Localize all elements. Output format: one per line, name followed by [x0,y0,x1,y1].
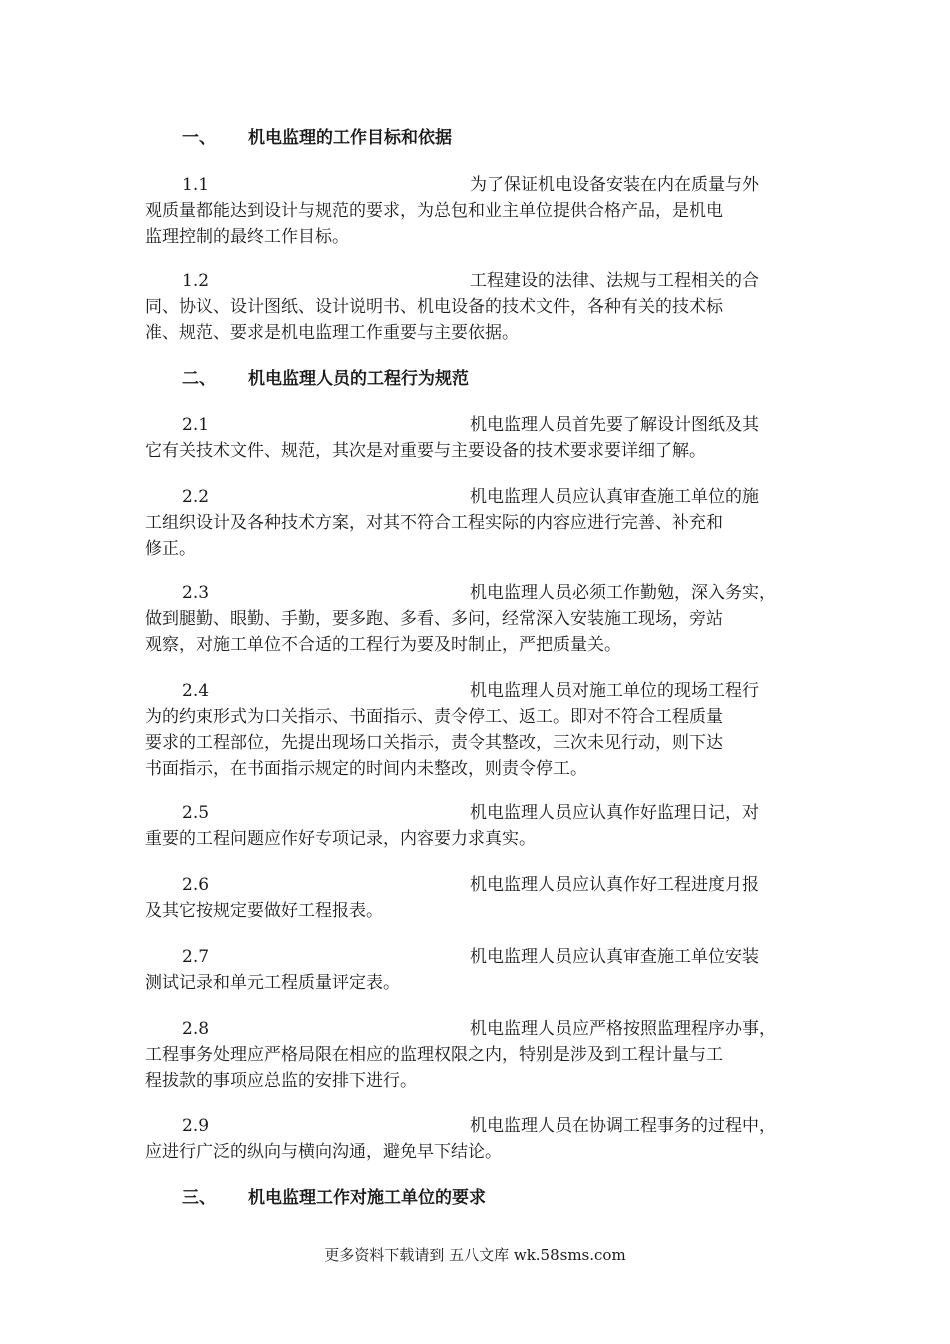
paragraph-line: 观察，对施工单位不合适的工程行为要及时制止，严把质量关。 [145,635,621,655]
section-number: 一、 [182,128,216,148]
paragraph-line: 同、协议、设计图纸、设计说明书、机电设备的技术文件，各种有关的技术标 [145,297,723,317]
section-title: 机电监理工作对施工单位的要求 [248,1188,486,1208]
paragraph-first-line [145,1016,805,1042]
paragraph-first-line [145,944,805,970]
paragraph-number: 2.1 [182,415,210,435]
section-title: 机电监理人员的工程行为规范 [248,369,469,389]
paragraph-text: 机电监理人员应严格按照监理程序办事， [470,1019,776,1039]
paragraph-text: 机电监理人员首先要了解设计图纸及其 [470,415,759,435]
paragraph-text: 机电监理人员应认真审查施工单位的施 [470,487,759,507]
section-heading [182,126,452,150]
paragraph-first-line [145,800,805,826]
paragraph [145,678,805,782]
paragraph-first-line [145,678,805,704]
paragraph [145,872,805,924]
paragraph-first-line [145,872,805,898]
paragraph-first-line [145,580,805,606]
paragraph-number: 2.8 [182,1019,210,1039]
paragraph-number: 2.7 [182,947,210,967]
paragraph-text: 机电监理人员应认真作好监理日记，对 [470,803,759,823]
paragraph-line: 要求的工程部位，先提出现场口关指示，责令其整改，三次未见行动，则下达 [145,733,723,753]
paragraph-number: 2.2 [182,487,210,507]
paragraph-line: 书面指示，在书面指示规定的时间内未整改，则责令停工。 [145,759,587,779]
paragraph-number: 2.4 [182,681,210,701]
paragraph-line: 重要的工程问题应作好专项记录，内容要力求真实。 [145,829,536,849]
paragraph-first-line [145,268,805,294]
paragraph-text: 机电监理人员必须工作勤勉，深入务实， [470,583,776,603]
footer-note: 更多资料下载请到 五八文库 wk.58sms.com [324,1246,626,1264]
section-heading [182,1186,486,1210]
paragraph [145,268,805,346]
paragraph-number: 2.9 [182,1116,210,1136]
paragraph-text: 工程建设的法律、法规与工程相关的合 [470,271,759,291]
paragraph-text: 机电监理人员应认真审查施工单位安装 [470,947,759,967]
paragraph-text: 机电监理人员在协调工程事务的过程中， [470,1116,776,1136]
paragraph-line: 监理控制的最终工作目标。 [145,227,349,247]
paragraph-number: 2.3 [182,583,210,603]
paragraph [145,1113,805,1165]
paragraph-line: 准、规范、要求是机电监理工作重要与主要依据。 [145,323,519,343]
paragraph [145,484,805,562]
paragraph [145,172,805,250]
paragraph-line: 工组织设计及各种技术方案，对其不符合工程实际的内容应进行完善、补充和 [145,513,723,533]
paragraph-first-line [145,172,805,198]
paragraph-line: 及其它按规定要做好工程报表。 [145,901,383,921]
paragraph-line: 做到腿勤、眼勤、手勤，要多跑、多看、多问，经常深入安装施工现场，旁站 [145,609,723,629]
paragraph-line: 应进行广泛的纵向与横向沟通，避免早下结论。 [145,1142,502,1162]
paragraph-number: 1.1 [182,175,210,195]
paragraph-line: 为的约束形式为口关指示、书面指示、责令停工、返工。即对不符合工程质量 [145,707,723,727]
paragraph-number: 2.5 [182,803,210,823]
section-heading [182,367,469,391]
paragraph [145,580,805,658]
paragraph-line: 它有关技术文件、规范，其次是对重要与主要设备的技术要求要详细了解。 [145,441,706,461]
paragraph [145,1016,805,1094]
paragraph-number: 1.2 [182,271,210,291]
section-title: 机电监理的工作目标和依据 [248,128,452,148]
paragraph-text: 机电监理人员对施工单位的现场工程行 [470,681,759,701]
paragraph-first-line [145,1113,805,1139]
paragraph-line: 测试记录和单元工程质量评定表。 [145,973,400,993]
paragraph [145,412,805,464]
paragraph-text: 为了保证机电设备安装在内在质量与外 [470,175,759,195]
section-number: 二、 [182,369,216,389]
paragraph-first-line [145,484,805,510]
paragraph-line: 工程事务处理应严格局限在相应的监理权限之内，特别是涉及到工程计量与工 [145,1045,723,1065]
paragraph-text: 机电监理人员应认真作好工程进度月报 [470,875,759,895]
paragraph-number: 2.6 [182,875,210,895]
paragraph-line: 程拔款的事项应总监的安排下进行。 [145,1071,417,1091]
paragraph [145,944,805,996]
paragraph-line: 观质量都能达到设计与规范的要求，为总包和业主单位提供合格产品，是机电 [145,201,723,221]
paragraph-first-line [145,412,805,438]
paragraph-line: 修正。 [145,539,196,559]
section-number: 三、 [182,1188,216,1208]
paragraph [145,800,805,852]
